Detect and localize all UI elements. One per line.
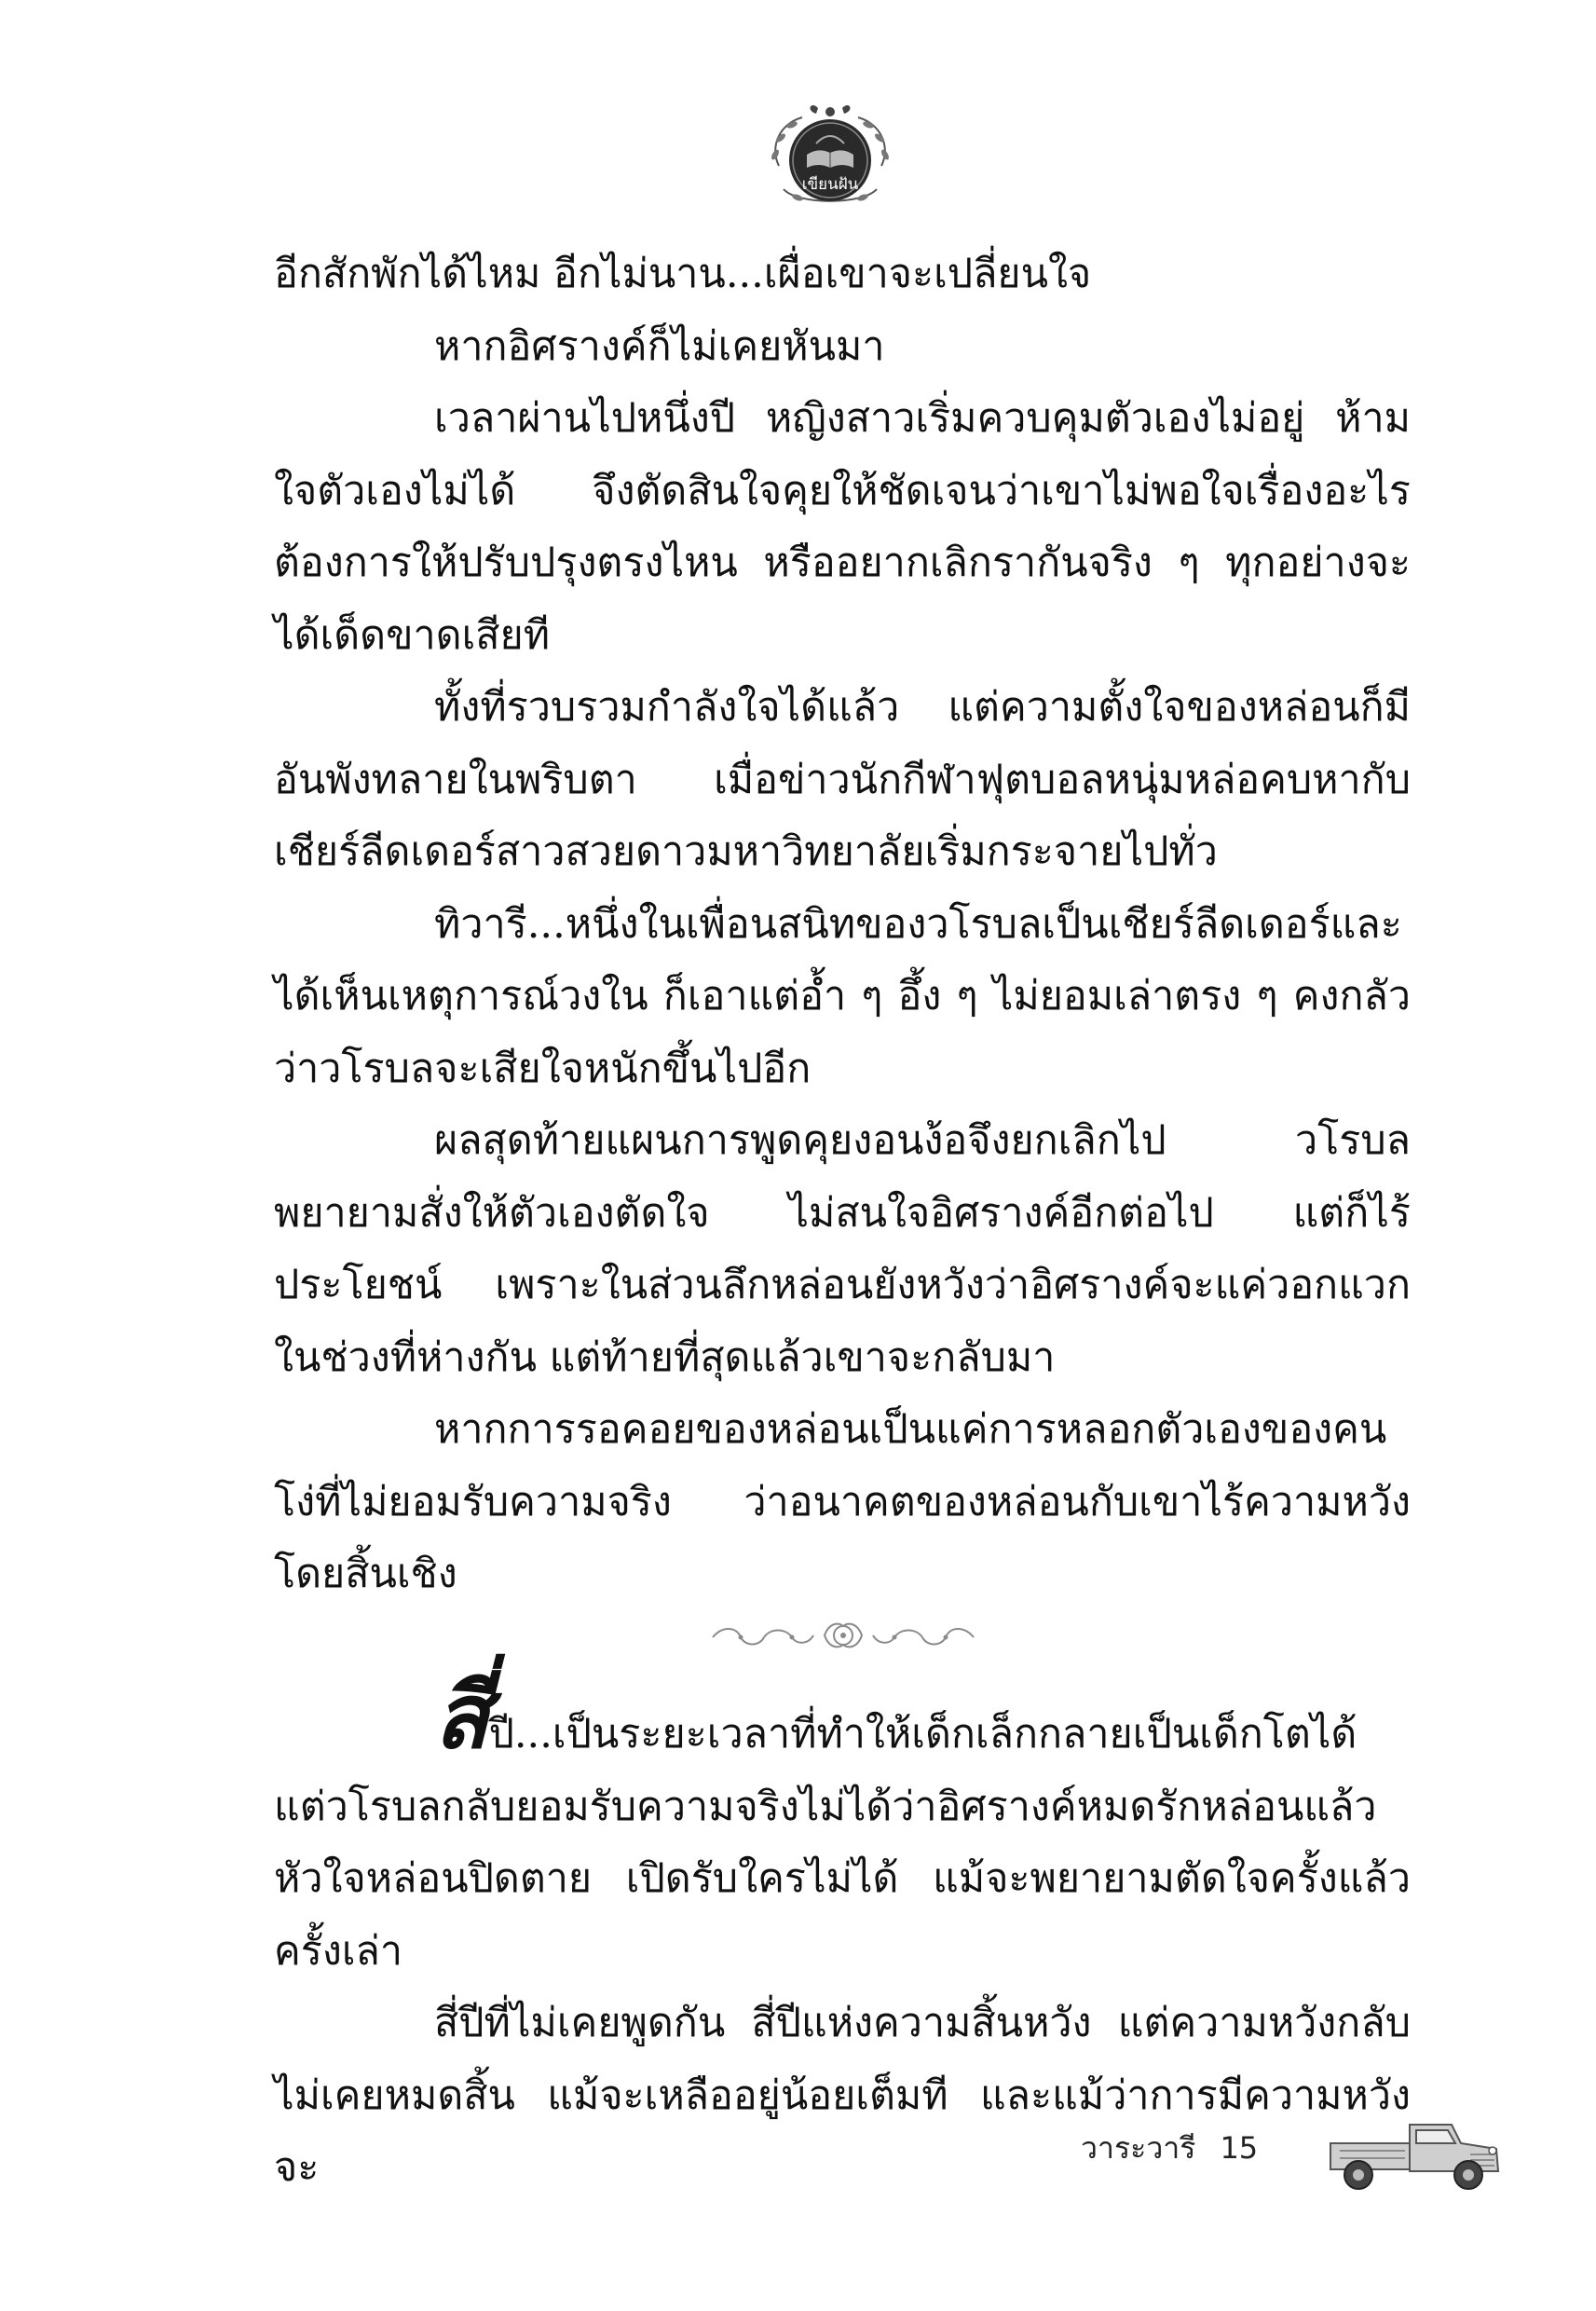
ornamental-divider [703, 1617, 983, 1654]
vintage-truck-illustration [1321, 2097, 1507, 2199]
paragraph: อีกสักพักได้ไหม อีกไม่นาน...เผื่อเขาจะเปลี่ยนใจ [274, 251, 1092, 297]
chapter-opening-paragraph [274, 1663, 1411, 1988]
book-title: วาระวารี [1081, 2130, 1196, 2166]
paragraph: ทั้งที่รวบรวมกำลังใจได้แล้ว แต่ความตั้งใจของหล่อนก็มีอันพังทลายในพริบตา เมื่อข่าวนักกีฬาฟุตบอลหนุ่มหล่อคบหากับเชียร์ลีดเดอร์สาวสวยดาวมหาวิทยาลัยเริ่มกระจายไปทั่ว [274, 684, 1411, 875]
truck-icon [1321, 2097, 1507, 2199]
publisher-logo-text: เขียนฝัน [801, 175, 859, 194]
paragraph: สี่ปีที่ไม่เคยพูดกัน สี่ปีแห่งความสิ้นหวัง แต่ความหวังกลับไม่เคยหมดสิ้น แม้จะเหลืออยู่น้อยเต็มที และแม้ว่าการมีความหวังจะ [274, 2000, 1411, 2191]
paragraph: หากอิศรางค์ก็ไม่เคยหันมา [434, 322, 885, 370]
paragraph: เวลาผ่านไปหนึ่งปี หญิงสาวเริ่มควบคุมตัวเองไม่อยู่ ห้ามใจตัวเองไม่ได้ จึงตัดสินใจคุยให้ชัดเจนว่าเขาไม่พอใจเรื่องอะไร ต้องการให้ปรับปรุงตรงไหน หรืออยากเลิกรากันจริง ๆ ทุกอย่างจะได้เด็ดขาดเสียที [274, 395, 1411, 659]
drop-cap: สี่ [434, 1663, 489, 1769]
publisher-logo [760, 101, 900, 212]
paragraph: ผลสุดท้ายแผนการพูดคุยงอนง้อจึงยกเลิกไป วโรบลพยายามสั่งให้ตัวเองตัดใจ ไม่สนใจอิศรางค์อีกต่อไป แต่ก็ไร้ประโยชน์ เพราะในส่วนลึกหล่อนยังหวังว่าอิศรางค์จะแค่วอกแวกในช่วงที่ห่างกัน แต่ท้ายที่สุดแล้วเขาจะกลับมา [274, 1117, 1411, 1381]
opening-paragraph-text: ปี...เป็นระยะเวลาที่ทำให้เด็กเล็กกลายเป็นเด็กโตได้ แต่วโรบลกลับยอมรับความจริงไม่ได้ว่าอิศรางค์หมดรักหล่อนแล้ว หัวใจหล่อนปิดตาย เปิดรับใครไม่ได้ แม้จะพยายามตัดใจครั้งแล้วครั้งเล่า [274, 1711, 1411, 1975]
ornament-flourish-icon [703, 1617, 983, 1654]
paragraph: ทิวารี...หนึ่งในเพื่อนสนิทของวโรบลเป็นเชียร์ลีดเดอร์และได้เห็นเหตุการณ์วงใน ก็เอาแต่อ้ำ ๆ อึ้ง ๆ ไม่ยอมเล่าตรง ๆ คงกลัวว่าวโรบลจะเสียใจหนักขึ้นไปอีก [274, 900, 1411, 1092]
running-footer [1081, 2125, 1258, 2172]
body-text-section-1 [274, 239, 1411, 1611]
paragraph: หากการรอคอยของหล่อนเป็นแค่การหลอกตัวเองของคนโง่ที่ไม่ยอมรับความจริง ว่าอนาคตของหล่อนกับเขาไร้ความหวังโดยสิ้นเชิง [274, 1406, 1411, 1597]
page-number: 15 [1220, 2130, 1259, 2166]
